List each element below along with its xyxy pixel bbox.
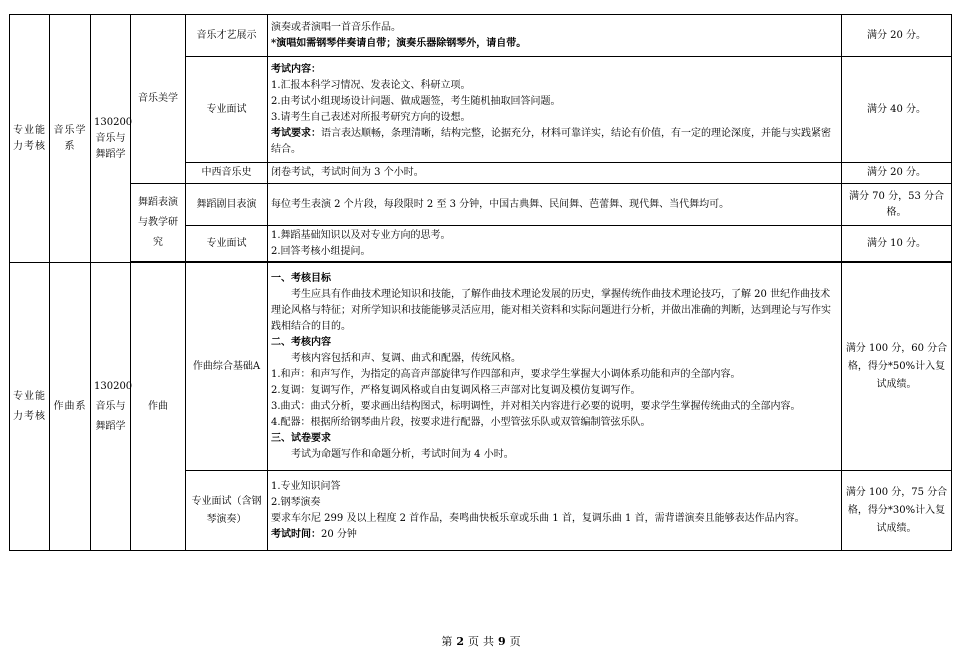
content-line: 2.复调：复调写作，严格复调风格或自由复调风格三声部对比复调及模仿复调写作。 xyxy=(271,384,641,396)
footer-text: 页 xyxy=(468,635,479,648)
content-line xyxy=(271,527,838,543)
table-row xyxy=(10,15,952,57)
content-text: 20 分钟 xyxy=(321,528,357,540)
score-cell: 满分 100 分，60 分合格，得分*50%计入复试成绩。 xyxy=(842,263,952,471)
content-line: 3.曲式：曲式分析，要求画出结构图式，标明调性，并对相关内容进行必要的说明，要求学生掌握传统曲式的全部内容。 xyxy=(271,400,801,412)
content-paragraph: 考生应具有作曲技术理论知识和技能，了解作曲技术理论发展的历史，掌握传统作曲技术理论技巧，了解 20 世纪作曲技术理论风格与特征；对所学知识和技能能够灵活应用，能对相关资料和实际问题进行分析，并做出准确的判断，达到理论与写作实践相结合的目的。 xyxy=(271,288,831,332)
table-row xyxy=(10,263,952,471)
content-text: 语言表达顺畅，条理清晰，结构完整，论据充分，材料可靠详实，结论有价值，有一定的理论深度，并能与实践紧密结合。 xyxy=(271,127,831,155)
content-heading: 考试时间： xyxy=(271,528,321,540)
department-cell: 音乐学系 xyxy=(50,15,91,263)
score-cell: 满分 20 分。 xyxy=(842,15,952,57)
exam-item-cell: 专业面试 xyxy=(186,57,268,163)
content-heading: 考试内容： xyxy=(271,63,321,75)
content-line: 1.汇报本科学习情况、发表论文、科研立项。 xyxy=(271,79,471,91)
content-line: 4.配器：根据所给钢琴曲片段，按要求进行配器，小型管弦乐队或双管编制管弦乐队。 xyxy=(271,416,651,428)
footer-text: 页 xyxy=(509,635,521,648)
exam-item-cell: 专业面试 xyxy=(186,226,268,262)
page-footer xyxy=(0,633,962,649)
exam-content-cell: 闭卷考试，考试时间为 3 个小时。 xyxy=(268,163,842,184)
exam-table xyxy=(9,14,952,551)
content-heading: 三、试卷要求 xyxy=(271,432,331,444)
score-cell: 满分 40 分。 xyxy=(842,57,952,163)
content-line: 1.舞蹈基础知识以及对专业方向的思考。 xyxy=(271,229,451,241)
content-heading: 二、考核内容 xyxy=(271,336,331,348)
exam-item-cell: 音乐才艺展示 xyxy=(186,15,268,57)
content-heading: 一、考核目标 xyxy=(271,272,331,284)
direction-cell: 作曲 xyxy=(131,263,186,551)
score-cell: 满分 100 分，75 分合格，得分*30%计入复试成绩。 xyxy=(842,471,952,551)
exam-content-cell xyxy=(268,57,842,163)
content-line: 2.钢琴演奏 xyxy=(271,496,321,508)
score-cell: 满分 70 分，53 分合格。 xyxy=(842,184,952,226)
content-line: 演奏或者演唱一首音乐作品。 xyxy=(271,21,401,33)
category-cell: 专业能力考核 xyxy=(10,263,50,551)
content-line: 2.回答考核小组提问。 xyxy=(271,245,371,257)
score-cell: 满分 20 分。 xyxy=(842,163,952,184)
exam-content-cell xyxy=(268,471,842,551)
exam-item-cell: 中西音乐史 xyxy=(186,163,268,184)
exam-content-cell xyxy=(268,263,842,471)
category-cell: 专业能力考核 xyxy=(10,15,50,263)
score-cell: 满分 10 分。 xyxy=(842,226,952,262)
content-line: 1.和声：和声写作，为指定的高音声部旋律写作四部和声，要求学生掌握大小调体系功能和声的全部内容。 xyxy=(271,368,741,380)
major-code-cell: 130200音乐与舞蹈学 xyxy=(91,263,131,551)
content-paragraph: 考试为命题写作和命题分析，考试时间为 4 小时。 xyxy=(291,448,514,460)
footer-text: 第 xyxy=(441,635,453,648)
exam-item-cell: 舞蹈剧目表演 xyxy=(186,184,268,226)
direction-cell: 音乐美学 xyxy=(131,15,186,184)
exam-content-cell xyxy=(268,226,842,262)
direction-cell: 舞蹈表演与教学研究 xyxy=(131,184,186,262)
exam-item-cell: 专业面试（含钢琴演奏） xyxy=(186,471,268,551)
exam-content-cell: 每位考生表演 2 个片段，每段限时 2 至 3 分钟，中国古典舞、民间舞、芭蕾舞、现代舞、当代舞均可。 xyxy=(268,184,842,226)
department-cell: 作曲系 xyxy=(50,263,91,551)
exam-item-cell: 作曲综合基础A xyxy=(186,263,268,471)
page-total: 9 xyxy=(498,635,506,648)
content-paragraph: 考核内容包括和声、复调、曲式和配器，传统风格。 xyxy=(291,352,521,364)
table-row xyxy=(10,184,952,226)
content-heading: 考试要求： xyxy=(271,127,321,139)
content-line: 1.专业知识问答 xyxy=(271,480,341,492)
major-code-cell: 130200音乐与舞蹈学 xyxy=(91,15,131,263)
content-line xyxy=(271,126,838,158)
footer-text: 共 xyxy=(483,635,494,648)
page-number: 2 xyxy=(456,635,464,648)
content-note: *演唱如需钢琴伴奏请自带；演奏乐器除钢琴外，请自带。 xyxy=(271,37,527,49)
content-line: 要求车尔尼 299 及以上程度 2 首作品，奏鸣曲快板乐章或乐曲 1 首，复调乐曲 1 首，需背谱演奏且能够表达作品内容。 xyxy=(271,512,805,524)
content-line: 3.请考生自己表述对所报考研究方向的设想。 xyxy=(271,111,471,123)
content-line: 2.由考试小组现场设计问题、做成题签，考生随机抽取回答问题。 xyxy=(271,95,561,107)
exam-content-cell xyxy=(268,15,842,57)
